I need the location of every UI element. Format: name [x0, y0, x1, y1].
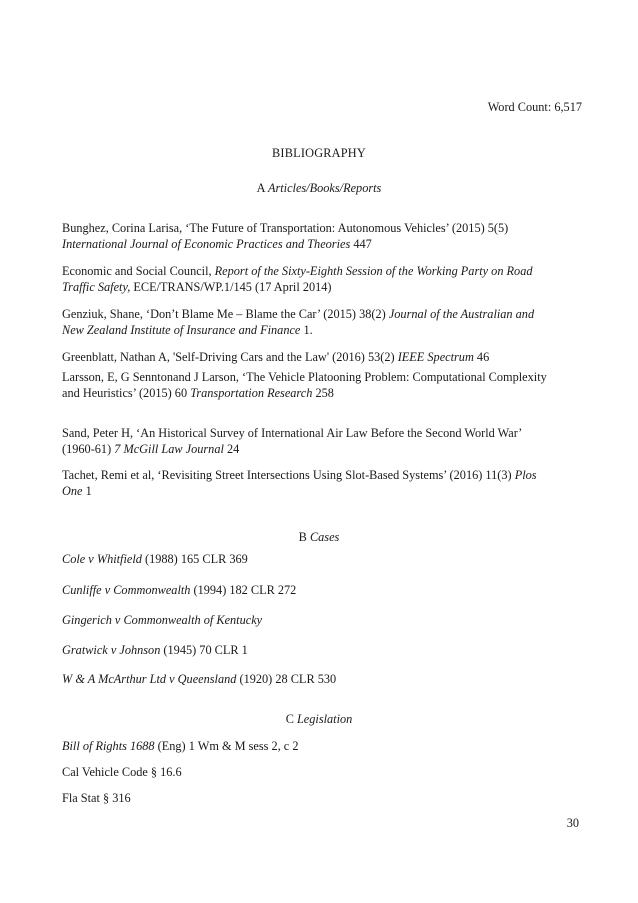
case-entry — [62, 551, 248, 567]
entry-text: Larsson, E, G Senntonand J Larson, ‘The Vehicle Platooning Problem: Computational Complexity — [62, 370, 547, 384]
entry-text: ECE/TRANS/WP.1/145 (17 April 2014) — [130, 280, 332, 294]
bibliography-entry — [62, 425, 582, 457]
section-a-title: Articles/Books/Reports — [267, 181, 382, 195]
legislation-citation: Cal Vehicle Code § 16.6 — [62, 765, 182, 779]
entry-journal: International Journal of Economic Practices and Theories — [62, 237, 351, 251]
case-name: Gingerich v Commonwealth of Kentucky — [62, 613, 263, 627]
section-b-heading — [0, 529, 638, 545]
entry-text: Greenblatt, Nathan A, 'Self-Driving Cars and the Law' (2016) 53(2) — [62, 350, 398, 364]
legislation-name: Bill of Rights 1688 — [62, 739, 155, 753]
entry-text: (1960-61) — [62, 442, 115, 456]
entry-journal: 7 McGill Law Journal — [114, 442, 224, 456]
entry-line — [62, 385, 582, 401]
bibliography-entry — [62, 349, 582, 365]
entry-line — [62, 441, 582, 457]
entry-text: and Heuristics’ (2015) 60 — [62, 386, 191, 400]
bibliography-entry — [62, 220, 582, 252]
entry-title: Report of the Sixty-Eighth Session of the Working Party on Road — [214, 264, 533, 278]
entry-journal: Journal of the Australian and — [388, 307, 535, 321]
case-entry — [62, 642, 248, 658]
legislation-citation: Fla Stat § 316 — [62, 791, 131, 805]
entry-line — [62, 220, 582, 236]
entry-line — [62, 322, 582, 338]
legislation-entry — [62, 790, 131, 806]
entry-text: 46 — [473, 350, 490, 364]
entry-text: 24 — [223, 442, 240, 456]
section-c-heading — [0, 711, 638, 727]
entry-text: Genziuk, Shane, ‘Don’t Blame Me – Blame the Car’ (2015) 38(2) — [62, 307, 389, 321]
entry-line — [62, 306, 582, 322]
section-b-title: Cases — [309, 530, 340, 544]
legislation-citation: (Eng) 1 Wm & M sess 2, c 2 — [154, 739, 299, 753]
case-entry — [62, 582, 296, 598]
case-entry — [62, 671, 336, 687]
page-number: 30 — [566, 816, 579, 830]
case-name: Gratwick v Johnson — [62, 643, 161, 657]
entry-journal: Transportation Research — [190, 386, 313, 400]
entry-line — [62, 279, 582, 295]
entry-text: 1. — [300, 323, 313, 337]
case-citation: (1994) 182 CLR 272 — [190, 583, 297, 597]
entry-line — [62, 236, 582, 252]
case-citation: (1920) 28 CLR 530 — [236, 672, 337, 686]
entry-text: 447 — [350, 237, 372, 251]
entry-line — [62, 349, 582, 365]
case-citation: (1945) 70 CLR 1 — [160, 643, 248, 657]
entry-line — [62, 467, 582, 483]
bibliography-entry — [62, 369, 582, 401]
entry-journal: IEEE Spectrum — [397, 350, 474, 364]
legislation-entry — [62, 738, 298, 754]
case-entry — [62, 612, 262, 628]
entry-journal: New Zealand Institute of Insurance and Finance — [62, 323, 301, 337]
entry-journal: One — [62, 484, 83, 498]
entry-line — [62, 263, 582, 279]
case-name: Cole v Whitfield — [62, 552, 142, 566]
entry-text: Economic and Social Council, — [62, 264, 215, 278]
section-b-prefix: B — [298, 530, 307, 544]
entry-text: Tachet, Remi et al, ‘Revisiting Street Intersections Using Slot-Based Systems’ (2016) 11(3) — [62, 468, 515, 482]
entry-text: 1 — [82, 484, 92, 498]
entry-journal: Plos — [514, 468, 537, 482]
section-c-prefix: C — [285, 712, 294, 726]
bibliography-entry — [62, 263, 582, 295]
entry-line — [62, 425, 582, 441]
case-name: W & A McArthur Ltd v Queensland — [62, 672, 237, 686]
entry-text: Bunghez, Corina Larisa, ‘The Future of Transportation: Autonomous Vehicles’ (2015) 5(5) — [62, 221, 509, 235]
bibliography-entry — [62, 306, 582, 338]
case-name: Cunliffe v Commonwealth — [62, 583, 191, 597]
bibliography-title: BIBLIOGRAPHY — [272, 146, 366, 160]
section-c-title: Legislation — [296, 712, 353, 726]
section-a-prefix: A — [256, 181, 265, 195]
case-citation: (1988) 165 CLR 369 — [141, 552, 248, 566]
word-count: Word Count: 6,517 — [487, 100, 582, 114]
section-a-heading — [0, 180, 638, 196]
bibliography-entry — [62, 467, 582, 499]
entry-title: Traffic Safety, — [62, 280, 131, 294]
entry-line — [62, 483, 582, 499]
entry-text: 258 — [312, 386, 334, 400]
entry-line — [62, 369, 582, 385]
entry-text: Sand, Peter H, ‘An Historical Survey of International Air Law Before the Second World War’ — [62, 426, 523, 440]
legislation-entry — [62, 764, 182, 780]
